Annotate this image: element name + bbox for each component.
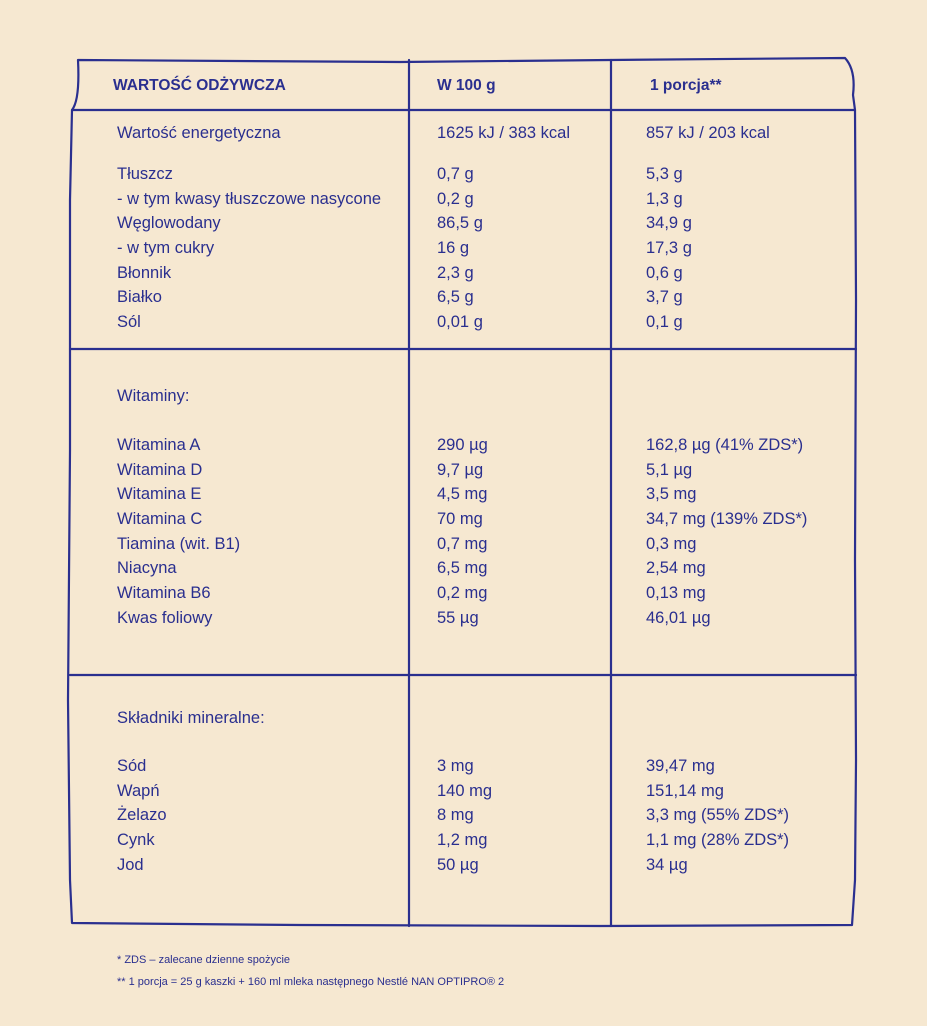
vitamin-name: Kwas foliowy xyxy=(117,608,213,627)
vitamin-name: Witamina E xyxy=(117,485,202,504)
vitamin-name: Tiamina (wit. B1) xyxy=(117,534,241,553)
vitamin-portion: 3,5 mg xyxy=(646,485,697,504)
minerals-title: Składniki mineralne: xyxy=(117,709,265,727)
vitamin-portion: 5,1 µg xyxy=(646,460,693,479)
header-portion: 1 porcja** xyxy=(650,77,722,94)
vitamin-per100: 55 µg xyxy=(437,608,479,627)
vitamins-per100 xyxy=(437,433,488,631)
vitamin-name: Witamina C xyxy=(117,510,203,529)
macro-name: Sól xyxy=(117,313,141,332)
mineral-per100: 50 µg xyxy=(437,855,479,874)
mineral-per100: 1,2 mg xyxy=(437,831,488,850)
minerals-portion xyxy=(646,754,789,877)
vitamin-name: Niacyna xyxy=(117,559,177,578)
vitamin-portion: 34,7 mg (139% ZDS*) xyxy=(646,510,808,529)
mineral-portion: 34 µg xyxy=(646,855,688,874)
macro-portion: 5,3 g xyxy=(646,165,683,183)
vitamin-portion: 46,01 µg xyxy=(646,608,711,627)
footnote-portion: ** 1 porcja = 25 g kaszki + 160 ml mleka następnego Nestlé NAN OPTIPRO® 2 xyxy=(117,976,505,988)
vitamins-names xyxy=(117,433,240,631)
macro-per100: 0,2 g xyxy=(437,189,474,208)
vitamin-per100: 290 µg xyxy=(437,436,488,454)
macro-name: Węglowodany xyxy=(117,214,221,233)
macro-per100: 6,5 g xyxy=(437,288,474,307)
vitamin-per100: 6,5 mg xyxy=(437,559,488,578)
mineral-name: Wapń xyxy=(117,781,160,800)
macros-portion xyxy=(646,162,692,335)
macro-name: Tłuszcz xyxy=(117,165,173,183)
vitamin-portion: 0,13 mg xyxy=(646,584,706,603)
mineral-portion: 3,3 mg (55% ZDS*) xyxy=(646,806,790,825)
macro-per100: 0,01 g xyxy=(437,313,483,332)
vitamin-per100: 9,7 µg xyxy=(437,460,484,479)
vitamin-portion: 2,54 mg xyxy=(646,559,706,578)
macro-portion: 17,3 g xyxy=(646,239,692,258)
vitamins-portion xyxy=(646,433,807,631)
minerals-names xyxy=(117,754,167,877)
macro-portion: 3,7 g xyxy=(646,288,683,307)
macro-per100: 0,7 g xyxy=(437,165,474,183)
vitamin-name: Witamina D xyxy=(117,460,203,479)
mineral-name: Sód xyxy=(117,757,147,775)
macro-portion: 34,9 g xyxy=(646,214,692,233)
macro-per100: 16 g xyxy=(437,239,470,258)
mineral-portion: 151,14 mg xyxy=(646,781,724,800)
mineral-name: Cynk xyxy=(117,831,155,850)
vitamin-per100: 0,7 mg xyxy=(437,534,488,553)
macro-name: Błonnik xyxy=(117,263,172,282)
vitamin-portion: 162,8 µg (41% ZDS*) xyxy=(646,436,804,454)
macro-name: - w tym kwasy tłuszczowe nasycone xyxy=(117,189,382,208)
mineral-name: Żelazo xyxy=(117,806,167,825)
macro-portion: 1,3 g xyxy=(646,189,683,208)
header-nutrition: WARTOŚĆ ODŻYWCZA xyxy=(113,77,286,94)
vitamin-per100: 4,5 mg xyxy=(437,485,488,504)
vitamin-per100: 0,2 mg xyxy=(437,584,488,603)
energy-label: Wartość energetyczna xyxy=(117,124,281,142)
macros-per100 xyxy=(437,162,483,335)
vitamin-name: Witamina B6 xyxy=(117,584,211,603)
macro-name: - w tym cukry xyxy=(117,239,215,258)
macro-portion: 0,6 g xyxy=(646,263,683,282)
macro-portion: 0,1 g xyxy=(646,313,683,332)
vitamin-portion: 0,3 mg xyxy=(646,534,697,553)
vitamins-title: Witaminy: xyxy=(117,387,190,405)
mineral-per100: 8 mg xyxy=(437,806,474,825)
macro-per100: 2,3 g xyxy=(437,263,474,282)
energy-portion: 857 kJ / 203 kcal xyxy=(646,124,770,142)
footnote-zds: * ZDS – zalecane dzienne spożycie xyxy=(117,954,291,966)
header-per-100g: W 100 g xyxy=(437,77,496,94)
minerals-per100 xyxy=(437,754,492,877)
vitamin-per100: 70 mg xyxy=(437,510,483,529)
vitamin-name: Witamina A xyxy=(117,436,201,454)
mineral-name: Jod xyxy=(117,855,144,874)
macro-name: Białko xyxy=(117,288,162,307)
mineral-portion: 1,1 mg (28% ZDS*) xyxy=(646,831,790,850)
mineral-per100: 3 mg xyxy=(437,757,474,775)
macro-per100: 86,5 g xyxy=(437,214,483,233)
macros-names xyxy=(117,162,381,335)
energy-per100: 1625 kJ / 383 kcal xyxy=(437,124,570,142)
mineral-per100: 140 mg xyxy=(437,781,493,800)
mineral-portion: 39,47 mg xyxy=(646,757,715,775)
